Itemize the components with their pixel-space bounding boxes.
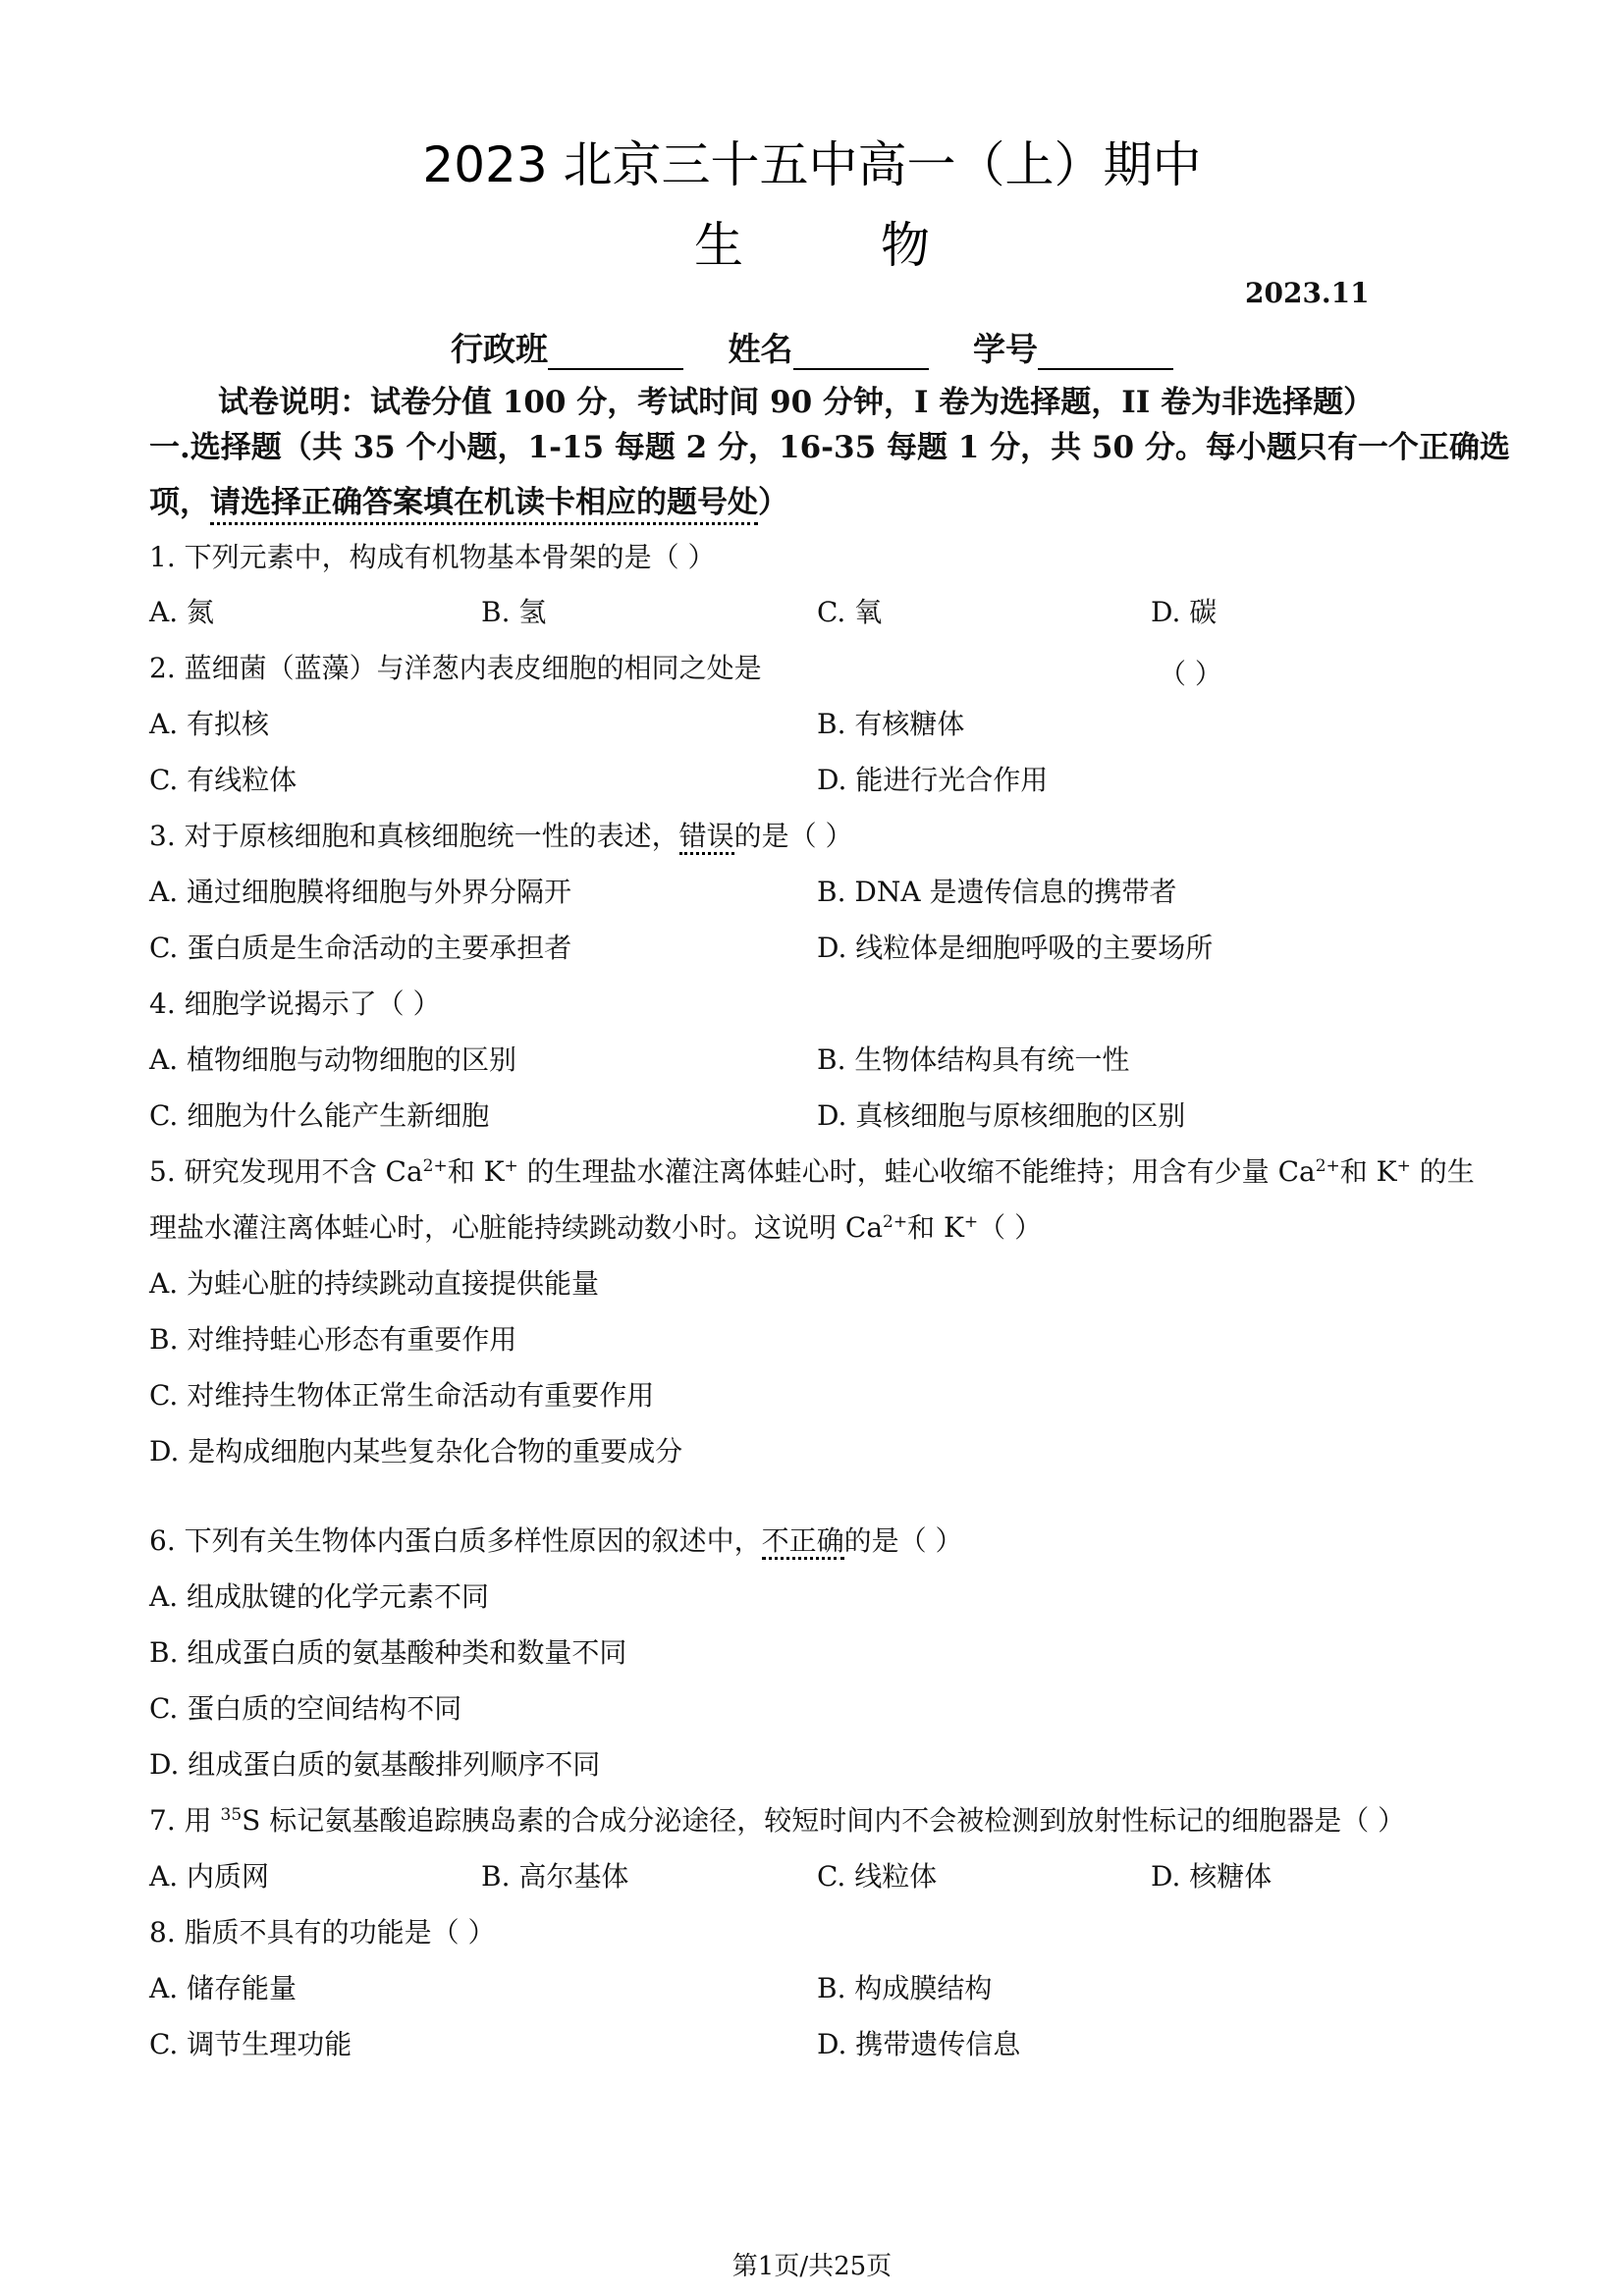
name-blank[interactable] [793, 339, 929, 370]
q6-option-c[interactable]: C. 蛋白质的空间结构不同 [149, 1692, 462, 1725]
class-blank[interactable] [548, 339, 683, 370]
exam-instructions: 试卷说明：试卷分值 100 分，考试时间 90 分钟，I 卷为选择题，II 卷为非选择题） [218, 385, 1375, 420]
q4-option-b[interactable]: B. 生物体结构具有统一性 [817, 1043, 1130, 1076]
q6-option-d[interactable]: D. 组成蛋白质的氨基酸排列顺序不同 [149, 1748, 601, 1781]
question-5-stem-line2 [149, 1212, 1042, 1244]
q4-option-d[interactable]: D. 真核细胞与原核细胞的区别 [817, 1099, 1186, 1132]
q5-l1-c: 的生理盐水灌注离体蛙心时，蛙心收缩不能维持；用含有少量 Ca [517, 1155, 1316, 1188]
section-heading-part-c: ） [758, 485, 788, 520]
class-label: 行政班 [451, 330, 548, 368]
q5-option-d[interactable]: D. 是构成细胞内某些复杂化合物的重要成分 [149, 1435, 683, 1468]
exam-date: 2023.11 [1245, 277, 1370, 309]
q3-stem-a: 3. 对于原核细胞和真核细胞统一性的表述， [149, 820, 679, 852]
section-heading-line2 [149, 475, 1485, 530]
q5-option-a[interactable]: A. 为蛙心脏的持续跳动直接提供能量 [149, 1267, 600, 1300]
question-5-stem-line1 [149, 1156, 1475, 1188]
q7-sup: 35 [220, 1805, 243, 1825]
q8-option-a[interactable]: A. 储存能量 [149, 1972, 298, 2004]
q3-option-c[interactable]: C. 蛋白质是生命活动的主要承担者 [149, 932, 572, 964]
q5-sup6: + [963, 1212, 979, 1232]
q7-option-c[interactable]: C. 线粒体 [817, 1860, 938, 1893]
q1-option-a[interactable]: A. 氮 [149, 596, 215, 628]
q8-option-c[interactable]: C. 调节生理功能 [149, 2028, 352, 2060]
q4-option-c[interactable]: C. 细胞为什么能产生新细胞 [149, 1099, 490, 1132]
q1-option-b[interactable]: B. 氢 [481, 596, 547, 628]
q5-sup3: 2+ [1315, 1156, 1340, 1176]
section-heading-line1: 一.选择题（共 35 个小题，1-15 每题 2 分，16-35 每题 1 分，共 50 分。每小题只有一个正确选 [149, 430, 1510, 465]
q2-option-b[interactable]: B. 有核糖体 [817, 708, 965, 740]
q5-l1-d: 和 K [1339, 1155, 1397, 1188]
q5-l2-b: 和 K [907, 1211, 964, 1244]
question-4-stem: 4. 细胞学说揭示了（ ） [149, 988, 441, 1020]
q5-sup2: + [504, 1156, 518, 1176]
question-6-stem [149, 1525, 963, 1557]
question-1-stem: 1. 下列元素中，构成有机物基本骨架的是（ ） [149, 541, 716, 573]
q7-stem-b: S 标记氨基酸追踪胰岛素的合成分泌途径，较短时间内不会被检测到放射性标记的细胞器是（ ） [242, 1804, 1406, 1837]
name-label: 姓名 [728, 330, 793, 368]
q7-stem-a: 7. 用 [149, 1804, 221, 1837]
q4-option-a[interactable]: A. 植物细胞与动物细胞的区别 [149, 1043, 517, 1076]
q2-answer-paren: （ ） [1159, 658, 1222, 690]
q5-option-c[interactable]: C. 对维持生物体正常生命活动有重要作用 [149, 1379, 655, 1412]
q3-option-a[interactable]: A. 通过细胞膜将细胞与外界分隔开 [149, 876, 572, 908]
q6-option-b[interactable]: B. 组成蛋白质的氨基酸种类和数量不同 [149, 1636, 627, 1669]
q7-option-b[interactable]: B. 高尔基体 [481, 1860, 629, 1893]
q5-sup4: + [1396, 1156, 1411, 1176]
id-blank[interactable] [1038, 339, 1173, 370]
q6-emphasis: 不正确 [762, 1524, 844, 1560]
page-number: 第1页/共25页 [731, 2252, 893, 2281]
id-label: 学号 [973, 330, 1038, 368]
q7-option-a[interactable]: A. 内质网 [149, 1860, 270, 1893]
q6-stem-a: 6. 下列有关生物体内蛋白质多样性原因的叙述中， [149, 1524, 762, 1557]
q1-option-c[interactable]: C. 氧 [817, 596, 883, 628]
q7-option-d[interactable]: D. 核糖体 [1151, 1860, 1272, 1893]
q3-option-b[interactable]: B. DNA 是遗传信息的携带者 [817, 876, 1177, 908]
q2-option-d[interactable]: D. 能进行光合作用 [817, 764, 1049, 796]
section-emphasis: 请选择正确答案填在机读卡相应的题号处 [210, 485, 758, 525]
q5-l1-a: 5. 研究发现用不含 Ca [149, 1155, 423, 1188]
section-heading-part-a: 项， [149, 485, 210, 520]
q3-option-d[interactable]: D. 线粒体是细胞呼吸的主要场所 [817, 932, 1214, 964]
q5-option-b[interactable]: B. 对维持蛙心形态有重要作用 [149, 1323, 517, 1356]
student-info-line [0, 324, 1624, 370]
subject-right: 物 [881, 217, 930, 274]
q6-stem-c: 的是（ ） [843, 1524, 963, 1557]
q2-option-c[interactable]: C. 有线粒体 [149, 764, 298, 796]
q5-l2-a: 理盐水灌注离体蛙心时，心脏能持续跳动数小时。这说明 Ca [149, 1211, 884, 1244]
q5-l2-c: （ ） [978, 1211, 1043, 1244]
q8-option-d[interactable]: D. 携带遗传信息 [817, 2028, 1021, 2060]
q2-option-a[interactable]: A. 有拟核 [149, 708, 270, 740]
subject-title [0, 206, 1624, 277]
question-7-stem [149, 1805, 1405, 1837]
q5-sup5: 2+ [883, 1212, 908, 1232]
exam-title: 2023 北京三十五中高一（上）期中 [422, 136, 1202, 193]
q5-l1-e: 的生 [1410, 1155, 1475, 1188]
q5-sup1: 2+ [422, 1156, 448, 1176]
q5-l1-b: 和 K [447, 1155, 505, 1188]
q1-option-d[interactable]: D. 碳 [1151, 596, 1218, 628]
question-2-stem: 2. 蓝细菌（蓝藻）与洋葱内表皮细胞的相同之处是 [149, 652, 762, 684]
q3-stem-c: 的是（ ） [733, 820, 853, 852]
q3-emphasis: 错误 [679, 820, 734, 855]
q8-option-b[interactable]: B. 构成膜结构 [817, 1972, 993, 2004]
q6-option-a[interactable]: A. 组成肽键的化学元素不同 [149, 1580, 490, 1613]
question-8-stem: 8. 脂质不具有的功能是（ ） [149, 1916, 496, 1949]
subject-left: 生 [694, 217, 743, 274]
question-3-stem [149, 821, 853, 852]
